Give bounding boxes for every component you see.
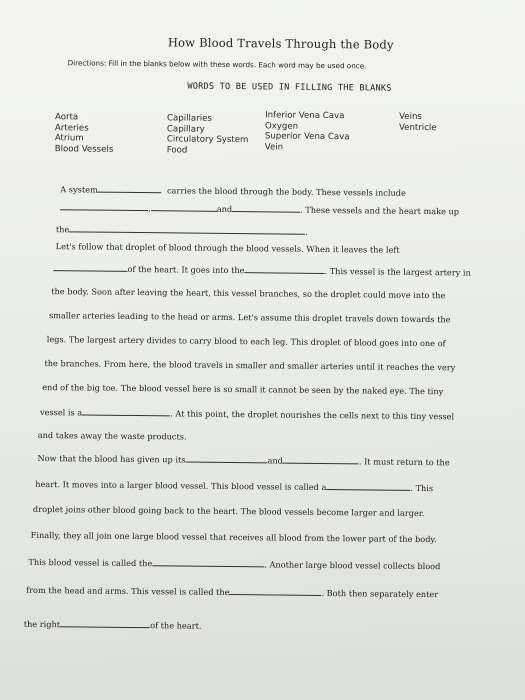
- fill-blank[interactable]: [82, 405, 170, 416]
- text-line: [56, 222, 308, 238]
- text-fragment: . This: [410, 482, 434, 494]
- text-fragment: legs. The largest artery divides to carry blood to each leg. This droplet of blood goes into one of: [46, 334, 446, 349]
- text-line: [60, 182, 406, 199]
- word-bank-item: Inferior Vena Cava: [265, 110, 345, 122]
- text-line: [47, 333, 446, 349]
- word-bank-item: Superior Vena Cava: [264, 131, 350, 143]
- text-line: [49, 309, 451, 325]
- directions-text: Directions: Fill in the blanks below with these words. Each word may be used once.: [67, 58, 367, 71]
- fill-blank[interactable]: [229, 585, 321, 596]
- worksheet-title: How Blood Travels Through the Body: [167, 35, 394, 52]
- fill-blank[interactable]: [152, 556, 264, 567]
- text-fragment: Finally, they all join one large blood vessel that receives all blood from the lower part of the body.: [30, 529, 437, 545]
- text-line: [31, 529, 437, 545]
- word-bank-item: Blood Vessels: [54, 143, 114, 155]
- word-bank-item: Veins: [399, 111, 422, 123]
- text-fragment: end of the big toe. The blood vessel here is so small it cannot be seen by the naked eye. The tiny: [42, 382, 444, 397]
- word-bank-item: Oxygen: [264, 120, 299, 132]
- word-bank-item: Arteries: [54, 122, 89, 134]
- text-fragment: of the heart.: [150, 620, 202, 631]
- word-bank-header: WORDS TO BE USED IN FILLING THE BLANKS: [187, 81, 392, 94]
- text-fragment: the body. Soon after leaving the heart, this vessel branches, so the droplet could move into the: [51, 286, 446, 301]
- text-fragment: droplet joins other blood going back to the heart. The blood vessels become larger and larger.: [32, 503, 425, 519]
- word-bank-column-1: [55, 112, 114, 155]
- text-fragment: .: [305, 226, 308, 237]
- text-fragment: the branches. From here, the blood travels in smaller and smaller arteries until it reaches the very: [44, 358, 456, 373]
- text-fragment: the right: [23, 618, 61, 630]
- text-line: [33, 503, 425, 519]
- fill-blank[interactable]: [326, 480, 410, 491]
- fill-blank[interactable]: [69, 222, 305, 234]
- fill-blank[interactable]: [60, 200, 148, 211]
- text-fragment: . Both then separately enter: [321, 587, 439, 600]
- text-line: [51, 285, 445, 301]
- text-fragment: and: [216, 203, 233, 215]
- fill-blank[interactable]: [283, 454, 359, 465]
- fill-blank[interactable]: [98, 183, 162, 194]
- text-line: [44, 357, 455, 373]
- fill-blank[interactable]: [151, 201, 217, 212]
- text-line: [42, 381, 443, 397]
- fill-blank[interactable]: [232, 202, 300, 213]
- text-fragment: . Another large blood vessel collects blood: [264, 559, 441, 572]
- fill-blank[interactable]: [245, 263, 325, 274]
- text-fragment: smaller arteries leading to the head or arms. Let's assume this droplet travels down towards the: [48, 310, 451, 325]
- text-line: [24, 617, 202, 632]
- text-fragment: and takes away the waste products.: [37, 429, 187, 442]
- word-bank-item: Capillary: [166, 123, 205, 135]
- text-fragment: Now that the blood has given up its: [37, 452, 186, 465]
- text-line: [56, 240, 400, 256]
- word-bank-column-2: [167, 113, 249, 156]
- word-bank-item: Ventricle: [398, 122, 437, 133]
- text-fragment: vessel is a: [39, 407, 83, 418]
- text-line: [28, 555, 440, 572]
- text-fragment: Let's follow that droplet of blood through the blood vessels. When it leaves the left: [55, 241, 400, 255]
- word-bank-item: Aorta: [55, 112, 79, 123]
- text-line: [60, 200, 459, 217]
- word-bank-item: Vein: [264, 141, 284, 153]
- word-bank-item: Food: [166, 144, 188, 156]
- text-fragment: heart. It moves into a larger blood vessel. This blood vessel is called a: [35, 478, 327, 493]
- text-fragment: from the head and arms. This vessel is called the: [26, 584, 230, 598]
- text-line: [53, 261, 470, 278]
- text-fragment: . It must return to the: [358, 456, 450, 468]
- text-fragment: . This vessel is the largest artery in: [324, 265, 471, 278]
- fill-blank[interactable]: [53, 261, 127, 272]
- text-fragment: ,: [148, 203, 151, 214]
- worksheet-sheet: [23, 28, 510, 700]
- text-fragment: the: [55, 224, 70, 235]
- text-line: [26, 583, 438, 600]
- fill-blank[interactable]: [60, 617, 150, 628]
- text-fragment: A system: [60, 184, 98, 195]
- word-bank-item: Circulatory System: [166, 134, 249, 146]
- text-fragment: This blood vessel is called the: [28, 556, 153, 569]
- text-fragment: carries the blood through the body. These vessels include: [166, 185, 406, 198]
- fill-blank[interactable]: [185, 453, 267, 464]
- word-bank-item: Capillaries: [167, 113, 212, 124]
- text-line: [40, 405, 454, 422]
- text-line: [37, 451, 449, 468]
- text-fragment: . These vessels and the heart make up: [300, 204, 460, 217]
- text-line: [38, 429, 187, 443]
- text-fragment: . At this point, the droplet nourishes the cells next to this tiny vessel: [170, 408, 455, 422]
- text-line: [35, 477, 433, 494]
- word-bank-column-4: [399, 112, 437, 133]
- word-bank-column-3: [265, 110, 350, 153]
- word-bank-item: Atrium: [54, 133, 84, 144]
- text-fragment: and: [267, 455, 283, 466]
- text-fragment: of the heart. It goes into the: [127, 263, 245, 276]
